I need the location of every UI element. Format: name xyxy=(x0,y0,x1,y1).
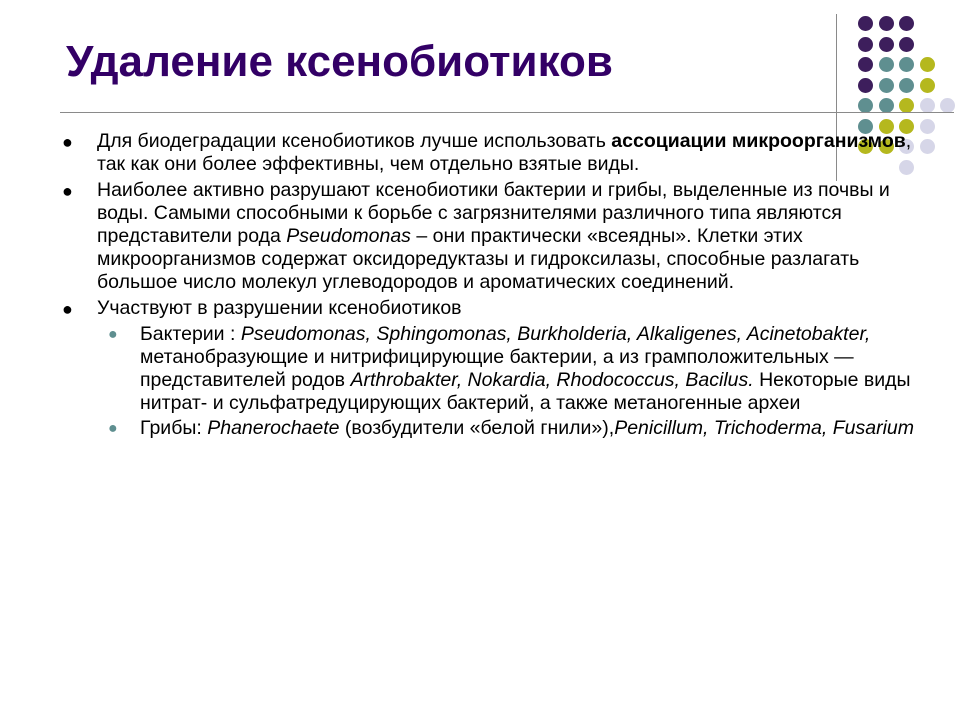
text-run: Для биодеградации ксенобиотиков лучше использовать xyxy=(97,130,612,152)
sub-bullet-item xyxy=(108,323,924,415)
text-run: – они практически «всеядны». Клетки этих микроорганизмов содержат оксидоредуктазы и гидроксилазы, способные разлагать большое число молекул углеводородов и ароматических соединений. xyxy=(97,225,860,293)
decorative-dot xyxy=(899,16,914,31)
decorative-dot xyxy=(879,57,894,72)
decorative-dot xyxy=(858,98,873,113)
text-run: Pseudomonas, Sphingomonas, Burkholderia, Alkaligenes, Acinetobakter, xyxy=(240,323,871,345)
decorative-dot xyxy=(879,78,894,93)
decorative-dot xyxy=(920,57,935,72)
slide-title: Удаление ксенобиотиков xyxy=(66,37,613,86)
decorative-dot xyxy=(899,37,914,52)
text-run: (возбудители «белой гнили»), xyxy=(339,417,615,439)
text-run: Pseudomonas xyxy=(286,225,411,247)
decorative-dot xyxy=(858,16,873,31)
text-run: Бактерии : xyxy=(140,323,241,345)
decorative-dot xyxy=(920,78,935,93)
slide-content xyxy=(64,130,924,442)
text-run: ассоциации микроорганизмов xyxy=(611,130,906,152)
decorative-dot xyxy=(858,37,873,52)
decorative-dot xyxy=(940,98,955,113)
text-run: , так как они более эффективны, чем отдельно взятые виды. xyxy=(97,130,912,175)
decorative-dot xyxy=(879,98,894,113)
bullet-dot-icon: ● xyxy=(62,299,73,319)
text-run: Некоторые виды нитрат- и сульфатредуцирующих бактерий, а также метаногенные археи xyxy=(140,369,911,414)
sub-bullet-item xyxy=(108,417,924,440)
text-run: Penicillum, Trichoderma, Fusarium xyxy=(614,417,914,439)
bullet-dot-icon: ● xyxy=(62,181,73,201)
bullet-dot-icon: ● xyxy=(62,132,73,152)
text-run: Arthrobakter, Nokardia, Rhodococcus, Bacilus. xyxy=(350,369,754,391)
decorative-dot xyxy=(879,37,894,52)
text-run: Грибы: xyxy=(140,417,208,439)
horizontal-divider-line xyxy=(60,112,954,113)
bullet-item xyxy=(64,179,924,294)
decorative-dot xyxy=(899,98,914,113)
bullet-item xyxy=(64,130,924,176)
decorative-dot xyxy=(920,98,935,113)
sub-bullet-dot-icon: ● xyxy=(108,326,118,343)
text-run: Участвуют в разрушении ксенобиотиков xyxy=(97,297,462,319)
decorative-dot xyxy=(899,78,914,93)
bullet-item xyxy=(64,297,924,320)
text-run: метанобразующие и нитрифицирующие бактерии, а из грамположительных — представителей родов xyxy=(140,346,854,391)
text-run: Phanerochaete xyxy=(207,417,340,439)
decorative-dot xyxy=(858,78,873,93)
decorative-dot xyxy=(858,57,873,72)
sub-bullet-dot-icon: ● xyxy=(108,420,118,437)
decorative-dot xyxy=(879,16,894,31)
text-run: Наиболее активно разрушают ксенобиотики бактерии и грибы, выделенные из почвы и воды. Самыми способными к борьбе с загрязнителями различного типа являются представители рода xyxy=(97,179,890,247)
decorative-dot xyxy=(899,57,914,72)
